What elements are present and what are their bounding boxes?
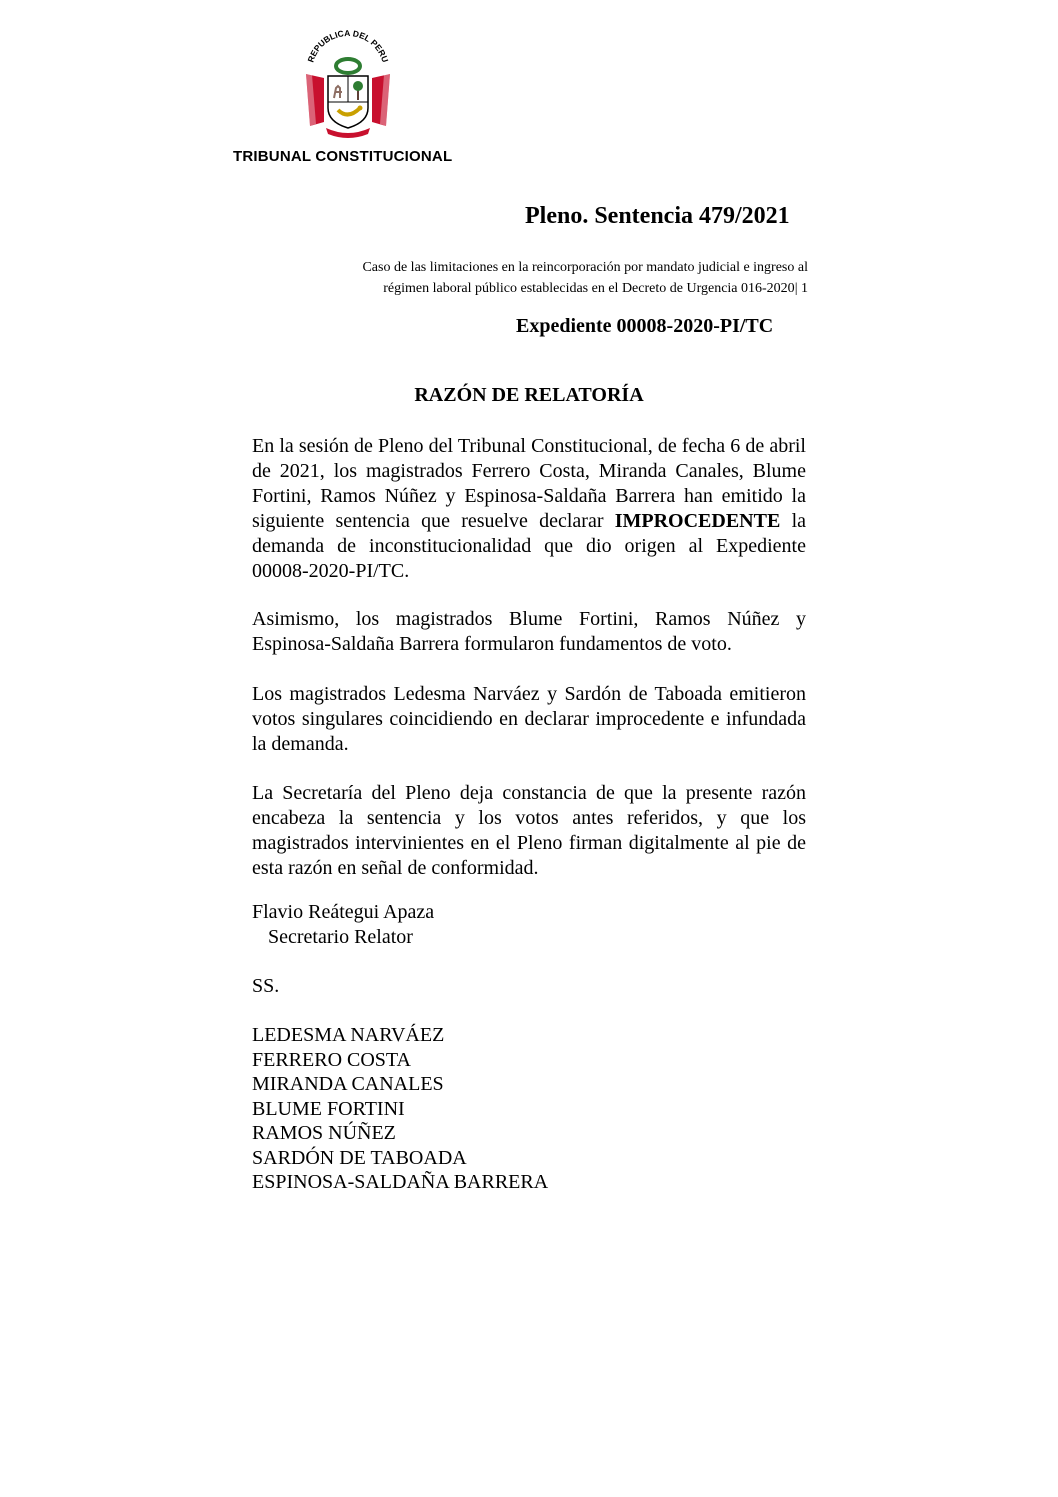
case-description [268,257,808,299]
paragraph-1 [252,434,806,584]
paragraph-1-text-start: En la sesión de Pleno del Tribunal Constitucional, de fecha 6 de abril de 2021, los magistrados Ferrero Costa, Miranda Canales, Blume Fortini, Ramos Núñez y Espinosa-Saldaña Barrera han emitido la siguiente sentencia que resuelve declarar [252,435,806,532]
paragraph-1-text-end: la demanda de inconstitucionalidad que dio origen al Expediente 00008-2020-PI/TC. [252,510,806,582]
magistrate-name: LEDESMA NARVÁEZ [252,1024,445,1046]
paragraph-3: Los magistrados Ledesma Narváez y Sardón de Taboada emitieron votos singulares coincidiendo en declarar improcedente e infundada la demanda. [252,683,806,755]
magistrate-name: RAMOS NÚÑEZ [252,1122,396,1144]
magistrate-name: BLUME FORTINI [252,1097,405,1120]
paragraph-2: Asimismo, los magistrados Blume Fortini, Ramos Núñez y Espinosa-Saldaña Barrera formularon fundamentos de voto. [252,608,806,655]
case-description-line2-text: régimen laboral público establecidas en el Decreto de Urgencia 016-2020 [383,281,795,296]
emblem-arc-text: REPUBLICA DEL PERU [305,30,391,64]
section-heading: RAZÓN DE RELATORÍA [414,384,644,406]
expediente-number: Expediente 00008-2020-PI/TC [516,315,774,337]
magistrate-name: ESPINOSA-SALDAÑA BARRERA [252,1171,549,1193]
ss-label: SS. [252,975,280,997]
document-title: Pleno. Sentencia 479/2021 [525,203,790,229]
case-description-line2: régimen laboral público establecidas en el Decreto de Urgencia 016-2020| 1 [383,281,808,296]
page-number: 1 [801,281,808,296]
paragraph-1-bold-verdict: IMPROCEDENTE [614,510,781,532]
coat-of-arms-logo [298,30,398,142]
signer-name: Flavio Reátegui Apaza [252,901,435,923]
magistrate-name: FERRERO COSTA [252,1048,411,1071]
magistrate-name: SARDÓN DE TABOADA [252,1146,467,1169]
paragraph-4: La Secretaría del Pleno deja constancia de que la presente razón encabeza la sentencia y los votos antes referidos, y que los magistrados intervinientes en el Pleno firman digitalmente al pie de esta razón en señal de conformidad. [252,782,806,879]
institution-name: TRIBUNAL CONSTITUCIONAL [233,148,453,165]
magistrates-list [252,1023,548,1195]
magistrate-name: MIRANDA CANALES [252,1073,444,1095]
signer-title: Secretario Relator [268,926,413,948]
case-description-line1: Caso de las limitaciones en la reincorporación por mandato judicial e ingreso al [362,260,808,275]
